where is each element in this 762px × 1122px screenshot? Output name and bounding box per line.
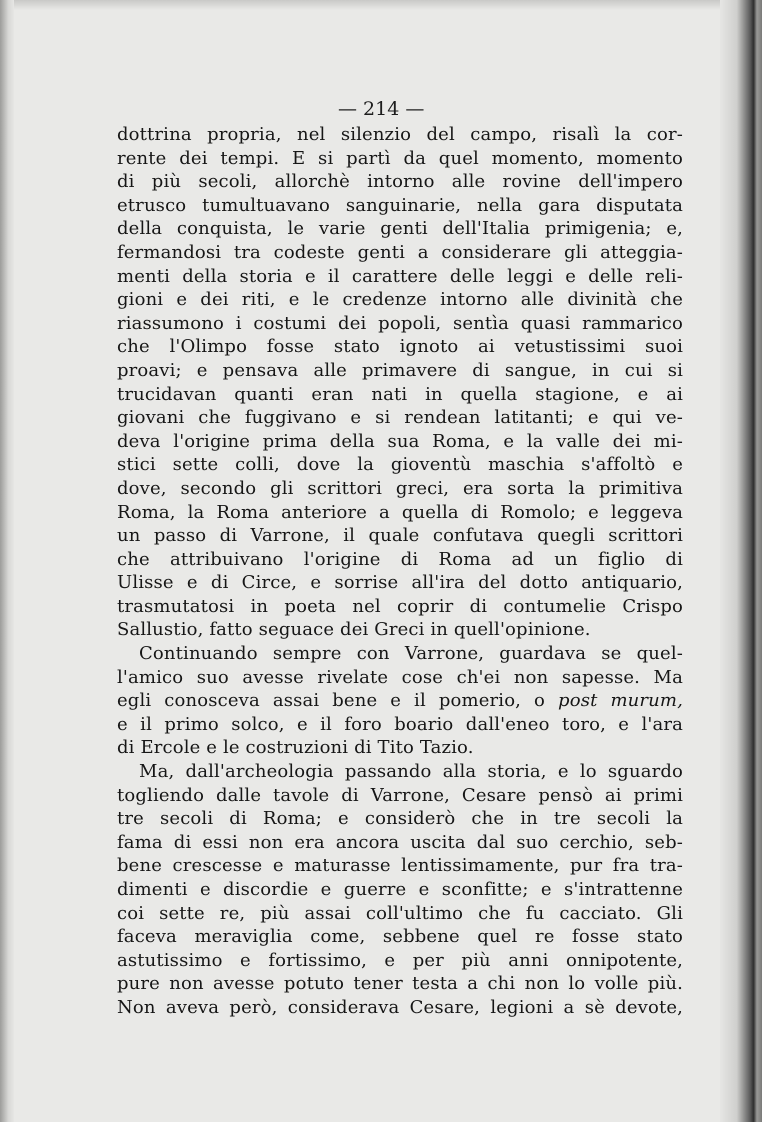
text-line: che l'Olimpo fosse stato ignoto ai vetustissimi suoi (117, 336, 683, 358)
text-segment: egli conosceva assai bene e il pomerio, o (117, 690, 546, 712)
text-line: menti della storia e il carattere delle leggi e delle reli- (117, 265, 683, 287)
page-number: — 214 — (338, 98, 425, 120)
paragraph-start-line: Ma, dall'archeologia passando alla storia, e lo sguardo (139, 761, 683, 783)
text-line: che attribuivano l'origine di Roma ad un figlio di (117, 548, 683, 570)
text-line: trasmutatosi in poeta nel coprir di contumelie Crispo (117, 595, 683, 617)
paragraph-end-line: di Ercole e le costruzioni di Tito Tazio. (117, 737, 474, 759)
text-line: tre secoli di Roma; e considerò che in tre secoli la (117, 808, 683, 830)
text-line: stici sette colli, dove la gioventù maschia s'affoltò e (117, 454, 683, 476)
text-line: dottrina propria, nel silenzio del campo, risalì la cor- (117, 124, 683, 145)
paragraph-start-line: Continuando sempre con Varrone, guardava se quel- (139, 643, 683, 665)
text-line: Non aveva però, considerava Cesare, legioni a sè devote, (117, 996, 683, 1018)
text-line: fermandosi tra codeste genti a considerare gli atteggia- (117, 241, 683, 263)
text-line: riassumono i costumi dei popoli, sentìa quasi rammarico (117, 312, 683, 334)
text-line: Roma, la Roma anteriore a quella di Romolo; e leggeva (117, 501, 683, 523)
italic-phrase: post murum, (558, 690, 683, 712)
text-line: di più secoli, allorchè intorno alle rovine dell'impero (117, 171, 683, 193)
page-left-edge (0, 0, 14, 1122)
text-line: della conquista, le varie genti dell'Italia primigenia; e, (117, 218, 683, 240)
text-line: deva l'origine prima della sua Roma, e la valle dei mi- (117, 430, 683, 452)
text-line: coi sette re, più assai coll'ultimo che fu cacciato. Gli (117, 902, 683, 924)
paragraph-end-line: Sallustio, fatto seguace dei Greci in quell'opinione. (117, 619, 591, 641)
text-line: gioni e dei riti, e le credenze intorno alle divinità che (117, 289, 683, 311)
page-right-edge (720, 0, 762, 1122)
text-line: fama di essi non era ancora uscita dal suo cerchio, seb- (117, 831, 683, 853)
page-top-shadow (0, 0, 762, 10)
text-line: dove, secondo gli scrittori greci, era sorta la primitiva (117, 477, 683, 499)
text-line: astutissimo e fortissimo, e per più anni onnipotente, (117, 949, 683, 971)
text-line-with-italic (117, 689, 683, 713)
text-line: Ulisse e di Circe, e sorrise all'ira del dotto antiquario, (117, 572, 683, 594)
text-line: togliendo dalle tavole di Varrone, Cesare pensò ai primi (117, 784, 683, 806)
text-line: faceva meraviglia come, sebbene quel re fosse stato (117, 926, 683, 948)
text-line: pure non avesse potuto tener testa a chi non lo volle più. (117, 973, 683, 995)
text-line: e il primo solco, e il foro boario dall'eneo toro, e l'ara (117, 713, 683, 735)
text-line: rente dei tempi. E si partì da quel momento, momento (117, 147, 683, 169)
text-line: proavi; e pensava alle primavere di sangue, in cui si (117, 359, 683, 381)
text-line: un passo di Varrone, il quale confutava quegli scrittori (117, 525, 683, 547)
text-line: l'amico suo avesse rivelate cose ch'ei non sapesse. Ma (117, 666, 683, 688)
text-line: trucidavan quanti eran nati in quella stagione, e ai (117, 383, 683, 405)
text-line: dimenti e discordie e guerre e sconfitte; e s'intrattenne (117, 879, 683, 900)
text-line: giovani che fuggivano e si rendean latitanti; e qui ve- (117, 407, 683, 429)
text-line: bene crescesse e maturasse lentissimamente, pur fra tra- (117, 855, 683, 877)
text-line: etrusco tumultuavano sanguinarie, nella gara disputata (117, 194, 683, 216)
body-text (117, 123, 683, 1020)
